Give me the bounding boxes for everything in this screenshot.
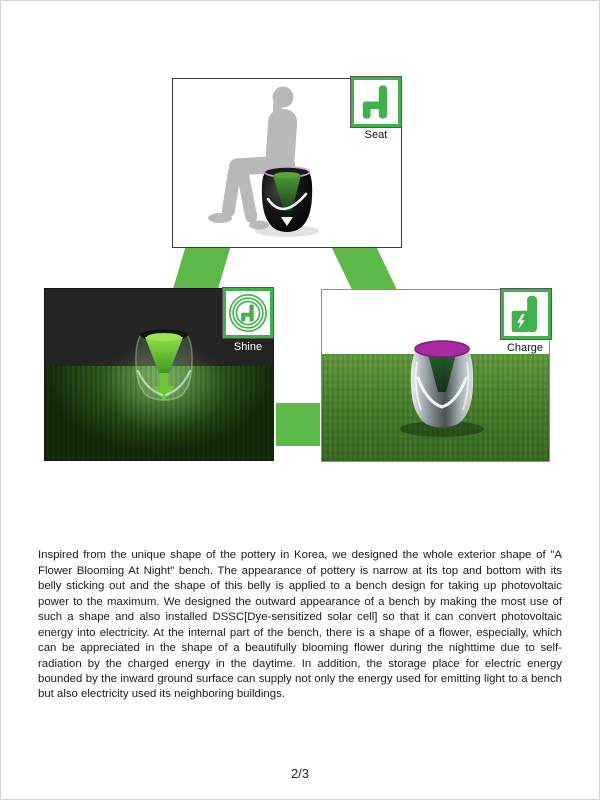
triangle-connector-left-leg (172, 246, 232, 292)
chair-icon (354, 80, 398, 124)
page-number: 2/3 (290, 766, 310, 781)
description-paragraph: Inspired from the unique shape of the pottery in Korea, we designed the whole exterior shape of "A Flower Blooming At Night" bench. The appearance of pottery is narrow at its top and bottom with its belly sticking out and the shape of this belly is applied to a bench design for taking up photovoltaic power to the maximum. We designed the outward appearance of a bench by making the most use of such a shape and also installed DSSC[Dye-sensitized solar cell] so that it can convert photovoltaic energy into electricity. At the internal part of the bench, there is a shape of a flower, especially, which can be appreciated in the shape of a beautifully blooming flower during the nighttime due to self-radiation by the charged energy in the daytime. In addition, the storage place for electric energy bounded by the inward ground surface can supply not only the energy used for emitting light to a bench but also electricity used its neighboring buildings. (38, 549, 562, 701)
triangle-connector-base-bar (276, 403, 320, 446)
chair-radiating-icon (226, 291, 270, 335)
triangle-connector-right-leg (331, 246, 398, 292)
bench-render (262, 167, 312, 232)
seat-label: Seat (364, 129, 388, 141)
charge-label: Charge (506, 342, 544, 354)
chair-lightning-icon (504, 292, 548, 336)
charge-badge (501, 289, 551, 339)
shine-label: Shine (233, 341, 263, 353)
seat-badge (351, 77, 401, 127)
shine-badge (223, 288, 273, 338)
